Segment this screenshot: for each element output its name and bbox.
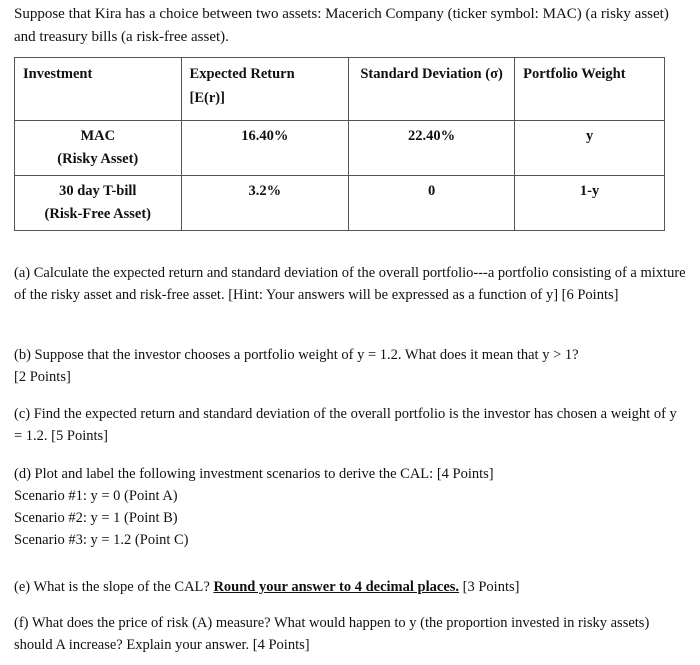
- row-asset-name: MAC: [80, 128, 116, 144]
- row-std-dev: 22.40%: [349, 121, 515, 176]
- question-e: [14, 576, 686, 598]
- row-weight: 1-y: [515, 176, 665, 231]
- scenario-item: Scenario #2: y = 1 (Point B): [14, 510, 178, 526]
- question-e-emphasis: Round your answer to 4 decimal places.: [213, 579, 460, 595]
- scenario-item: Scenario #1: y = 0 (Point A): [14, 488, 178, 504]
- question-d: [14, 463, 686, 551]
- table-row: [15, 121, 665, 176]
- row-investment-cell: [15, 176, 182, 231]
- row-asset-type: (Risk-Free Asset): [44, 206, 151, 222]
- question-d-text: (d) Plot and label the following investment scenarios to derive the CAL: [4 Points]: [14, 466, 494, 482]
- row-asset-type: (Risky Asset): [57, 151, 139, 167]
- table-header-row: [15, 58, 665, 121]
- question-c: (c) Find the expected return and standard deviation of the overall portfolio is the investor has chosen a weight of y = 1.2. [5 Points]: [14, 406, 677, 444]
- question-b-points: [2 Points]: [14, 369, 71, 385]
- question-f: (f) What does the price of risk (A) measure? What would happen to y (the proportion invested in risky assets) should A increase? Explain your answer. [4 Points]: [14, 615, 650, 653]
- row-expected-return: 16.40%: [181, 121, 349, 176]
- row-investment-cell: [15, 121, 182, 176]
- header-portfolio-weight: Portfolio Weight: [515, 58, 665, 121]
- header-expected-return-symbol: [E(r)]: [189, 90, 225, 106]
- header-expected-return: [181, 58, 349, 121]
- table-row: [15, 176, 665, 231]
- row-expected-return: 3.2%: [181, 176, 349, 231]
- row-asset-name: 30 day T-bill: [59, 183, 137, 199]
- question-e-prefix: (e) What is the slope of the CAL?: [14, 579, 214, 595]
- header-investment: Investment: [15, 58, 182, 121]
- header-expected-return-label: Expected Return: [189, 66, 295, 82]
- header-std-dev: Standard Deviation (σ): [349, 58, 515, 121]
- scenario-item: Scenario #3: y = 1.2 (Point C): [14, 532, 189, 548]
- question-a: (a) Calculate the expected return and standard deviation of the overall portfolio---a portfolio consisting of a mixture of the risky asset and risk-free asset. [Hint: Your answers will be expressed as a function of y] [6 Points]: [14, 265, 686, 303]
- question-b-text: (b) Suppose that the investor chooses a portfolio weight of y = 1.2. What does it mean that y > 1?: [14, 347, 579, 363]
- row-std-dev: 0: [349, 176, 515, 231]
- asset-table: [14, 57, 665, 231]
- row-weight: y: [515, 121, 665, 176]
- problem-intro: Suppose that Kira has a choice between two assets: Macerich Company (ticker symbol: MAC) (a risky asset) and treasury bills (a risk-free asset).: [14, 6, 669, 45]
- question-e-suffix: [3 Points]: [459, 579, 520, 595]
- question-b: [14, 344, 686, 388]
